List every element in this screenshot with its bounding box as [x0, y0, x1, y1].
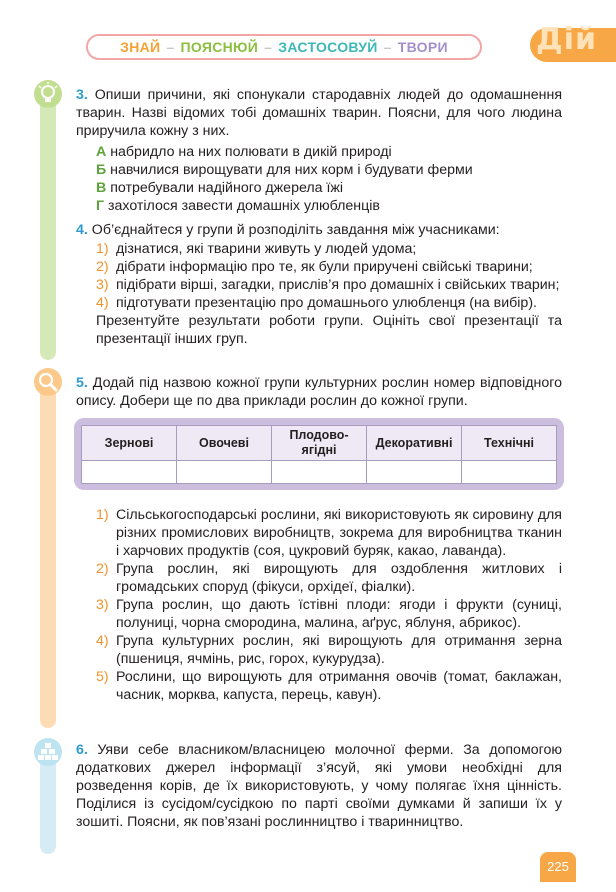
section-tab-label: Дій	[536, 22, 598, 57]
task-6	[76, 741, 562, 831]
task-3-text: Опиши причини, які спонукали стародавніх людей до одомашнення тварин. Назві відомих тобі домашніх тварин. Поясни, для чого людина приручила кожну з них.	[76, 87, 563, 139]
page-number: 225	[540, 852, 576, 882]
task-5-text: Додай під назвою кожної групи культурних рослин номер відповідного опису. Добери ще по два приклади рослин до кожної групи.	[76, 375, 562, 409]
task-3-question	[76, 86, 562, 140]
header-word-create: ТВОРИ	[397, 39, 448, 55]
list-item: 3) Група рослин, що дають їстівні плоди: ягоди і фрукти (суниці, полуниці, чорна смородина, малина, аґрус, яблуня, абрикос).	[96, 597, 562, 631]
list-item: 1) дізнатися, які тварини живуть у людей удома;	[96, 241, 417, 257]
header-word-apply: ЗАСТОСОВУЙ	[278, 39, 378, 55]
task-4-closing: Презентуйте результати роботи групи. Оцініть свої презентації та презентації інших груп.	[96, 313, 562, 347]
answer-option: В потребували надійного джерела їжі	[96, 180, 344, 196]
task-group-bar-orange	[40, 378, 56, 728]
answer-cell[interactable]	[177, 461, 272, 484]
plant-groups-table	[81, 425, 557, 484]
list-item: 3) підібрати вірші, загадки, прислів’я про домашніх і свійських тварин;	[96, 277, 560, 293]
task-number: 4.	[76, 222, 88, 238]
task-6-text: Уяви себе власником/власницею молочної ферми. За допомогою додаткових джерел інформації з’ясуй, які умови необхідні для розведення корів, де їх використовують, у чому полягає їхня цінність. Поділися із сусідом/сусідкою по парті своїми думками й запиши їх у зошиті. Поясни, як пов’язані рослинництво і тваринництво.	[76, 742, 562, 830]
lightbulb-icon	[34, 80, 62, 108]
header-word-explain: ПОЯСНЮЙ	[180, 39, 259, 55]
table-row	[82, 461, 557, 484]
task-4	[76, 221, 562, 348]
header-word-know: ЗНАЙ	[120, 39, 161, 55]
answer-option: А набридло на них полювати в дикій природі	[96, 144, 392, 160]
task-number: 3.	[76, 87, 88, 103]
answer-cell[interactable]	[82, 461, 177, 484]
list-item: 4) підготувати презентацію про домашнього улюбленця (на вибір).	[96, 295, 537, 311]
blocks-icon	[34, 738, 62, 766]
task-group-bar-green	[40, 90, 56, 360]
column-header: Зернові	[82, 426, 177, 461]
column-header: Декоративні	[367, 426, 462, 461]
table-header-row	[82, 426, 557, 461]
header-separator: –	[166, 39, 175, 55]
section-header	[86, 34, 482, 60]
header-separator: –	[264, 39, 273, 55]
list-item: 4) Група культурних рослин, які вирощують для отримання зерна (пшениця, ячмінь, рис, горох, кукурудза).	[96, 633, 562, 667]
task-4-text: Об’єднайтеся у групи й розподіліть завдання між учасниками:	[91, 222, 500, 238]
answer-cell[interactable]	[272, 461, 367, 484]
list-item: 2) Група рослин, які вирощують для оздоблення житлових і громадських споруд (фікуси, орхідеї, фіалки).	[96, 561, 562, 595]
list-item: 2) дібрати інформацію про те, як були приручені свійські тварини;	[96, 259, 533, 275]
answer-cell[interactable]	[367, 461, 462, 484]
column-header: Овочеві	[177, 426, 272, 461]
task-5-question	[76, 374, 562, 410]
task-3	[76, 86, 562, 215]
list-item: 5) Рослини, що вирощують для отримання овочів (томат, баклажан, часник, морква, капуста, перець, кавун).	[96, 669, 562, 703]
task-4-question	[76, 221, 562, 239]
plant-group-descriptions	[96, 506, 562, 704]
header-separator: –	[383, 39, 392, 55]
magnifier-icon	[34, 368, 62, 396]
column-header: Плодово-ягідні	[272, 426, 367, 461]
plant-groups-table-frame	[74, 418, 564, 490]
answer-option: Г захотілося завести домашніх улюбленців	[96, 198, 380, 214]
task-number: 5.	[76, 375, 88, 391]
answer-option: Б навчилися вирощувати для них корм і будувати ферми	[96, 162, 473, 178]
answer-cell[interactable]	[462, 461, 557, 484]
task-number: 6.	[76, 742, 88, 758]
list-item: 1) Сільськогосподарські рослини, які використовують як сировину для різних промислових виробництв, зокрема для виробництва тканин і харчових продуктів (соя, цукровий буряк, какао, лаванда).	[96, 507, 562, 559]
column-header: Технічні	[462, 426, 557, 461]
